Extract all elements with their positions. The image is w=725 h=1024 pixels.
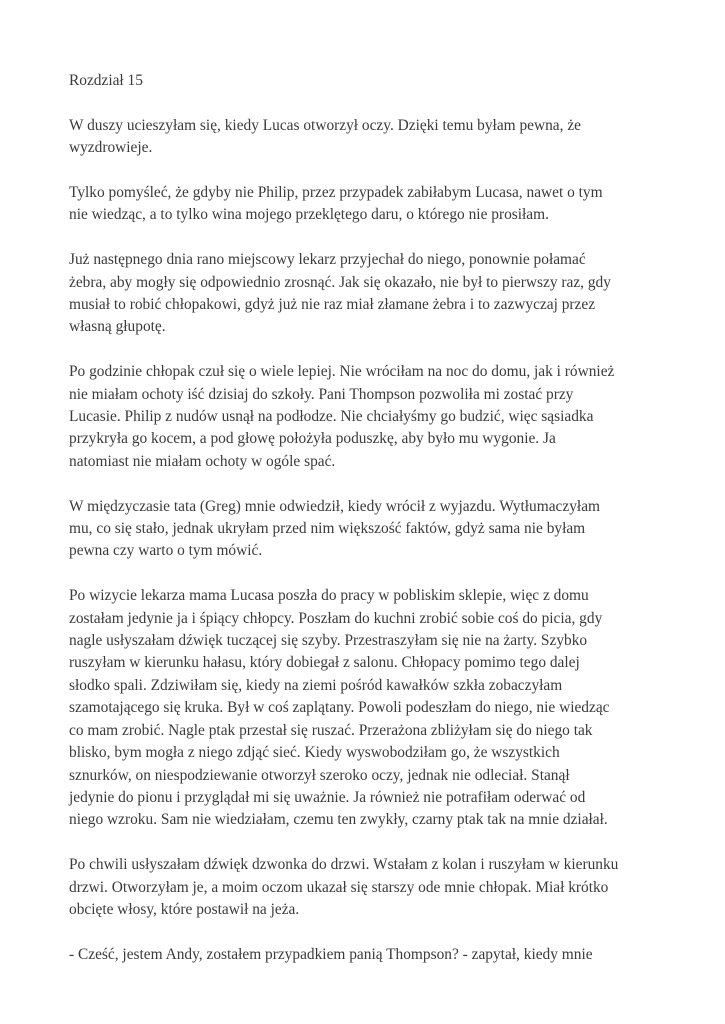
paragraph-7	[69, 854, 685, 921]
text-line: nie miałam ochoty iść dzisiaj do szkoły. Pani Thompson pozwoliła mi zostać przy	[69, 385, 574, 403]
text-line: wyzdrowieje.	[69, 139, 153, 157]
paragraph-5	[69, 496, 685, 563]
text-line: jedynie do pionu i przyglądał mi się uważnie. Ja również nie potrafiłam oderwać od	[69, 788, 586, 806]
text-line: niego wzroku. Sam nie wiedziałam, czemu ten zwykły, czarny ptak tak na mnie działał.	[69, 811, 608, 829]
text-line: co mam zrobić. Nagle ptak przestał się ruszać. Przerażona zbliżyłam się do niego tak	[69, 721, 593, 739]
text-line: Tylko pomyśleć, że gdyby nie Philip, przez przypadek zabiłabym Lucasa, nawet o tym	[69, 184, 603, 201]
paragraph-6	[69, 585, 685, 831]
text-line: żebra, aby mogły się odpowiednio zrosnąć. Jak się okazało, nie był to pierwszy raz, gdy	[69, 273, 611, 291]
text-line: Po chwili usłyszałam dźwięk dzwonka do drzwi. Wstałam z kolan i ruszyłam w kierunku	[69, 856, 619, 874]
text-line: musiał to robić chłopakowi, gdyż już nie raz miał złamane żebra i to zazwyczaj przez	[69, 296, 596, 314]
text-line: obcięte włosy, które postawił na jeża.	[69, 900, 300, 918]
paragraph-8	[69, 944, 685, 966]
text-line: Po wizycie lekarza mama Lucasa poszła do pracy w pobliskim sklepie, więc z domu	[69, 587, 589, 605]
text-line: własną głupotę.	[69, 318, 166, 336]
text-line: W duszy ucieszyłam się, kiedy Lucas otworzył oczy. Dzięki temu byłam pewna, że	[69, 116, 581, 134]
text-line: nagle usłyszałam dźwięk tuczącej się szyby. Przestraszyłam się nie na żarty. Szybko	[69, 632, 588, 650]
text-line: drzwi. Otworzyłam je, a moim oczom ukazał się starszy ode mnie chłopak. Miał krótko	[69, 878, 609, 896]
text-line: Rozdział 15	[69, 72, 143, 89]
text-line: szamotającego się kruka. Był w coś zaplątany. Powoli podeszłam do niego, nie wiedząc	[69, 699, 610, 717]
text-line: przykryła go kocem, a pod głowę położyła poduszkę, aby było mu wygonie. Ja	[69, 430, 556, 448]
text-line: Lucasie. Philip z nudów usnął na podłodze. Nie chciałyśmy go budzić, więc sąsiadka	[69, 408, 594, 426]
text-line: sznurków, on niespodziewanie otworzył szeroko oczy, jednak nie odleciał. Stanął	[69, 766, 570, 784]
text-line: nie wiedząc, a to tylko wina mojego przeklętego daru, o którego nie prosiłam.	[69, 206, 549, 224]
text-line: ruszyłam w kierunku hałasu, który dobiegał z salonu. Chłopacy pomimo tego dalej	[69, 654, 580, 672]
paragraph-1	[69, 115, 685, 160]
text-line: zostałam jedynie ja i śpiący chłopcy. Poszłam do kuchni zrobić sobie coś do picia, gdy	[69, 609, 603, 627]
text-line: Po godzinie chłopak czuł się o wiele lepiej. Nie wróciłam na noc do domu, jak i również	[69, 363, 615, 381]
text-line: Już następnego dnia rano miejscowy lekarz przyjechał do niego, ponownie połamać	[69, 251, 586, 269]
paragraph-4	[69, 361, 685, 473]
text-line: mu, co się stało, jednak ukryłam przed nim większość faktów, gdyż sama nie byłam	[69, 520, 586, 538]
paragraph-2	[69, 182, 685, 227]
chapter-title	[69, 70, 685, 92]
text-line: natomiast nie miałam ochoty w ogóle spać.	[69, 452, 336, 470]
text-line: pewna czy warto o tym mówić.	[69, 542, 263, 560]
text-line: blisko, bym mogła z niego zdjąć sieć. Kiedy wyswobodziłam go, że wszystkich	[69, 744, 560, 762]
paragraph-3	[69, 249, 685, 339]
text-line: słodko spali. Zdziwiłam się, kiedy na ziemi pośród kawałków szkła zobaczyłam	[69, 676, 563, 694]
text-line: W międzyczasie tata (Greg) mnie odwiedził, kiedy wrócił z wyjazdu. Wytłumaczyłam	[69, 497, 600, 515]
text-line: - Cześć, jestem Andy, zostałem przypadkiem panią Thompson? - zapytał, kiedy mnie	[69, 945, 593, 963]
